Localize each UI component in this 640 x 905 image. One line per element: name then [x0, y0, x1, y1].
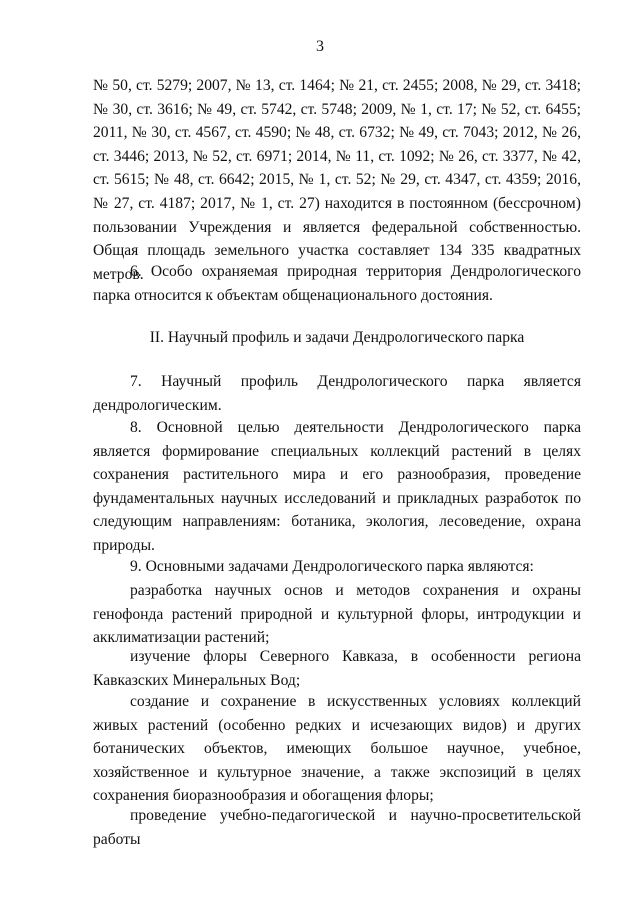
- task-item-4: проведение учебно-педагогической и научно-просветительской работы: [93, 807, 581, 848]
- paragraph-intro: № 50, ст. 5279; 2007, № 13, ст. 1464; № 21, ст. 2455; 2008, № 29, ст. 3418; № 30, ст. 3616; № 49, ст. 5742, ст. 5748; 2009, № 1, ст. 17; № 52, ст. 6455; 2011, № 30, ст. 4567, ст. 4590; № 48, ст. 6732; № 49, ст. 7043; 2012, № 26, ст. 3446; 2013, № 52, ст. 6971; 2014, № 11, ст. 1092; № 26, ст. 3377, № 42, ст. 5615; № 48, ст. 6642; 2015, № 1, ст. 52; № 29, ст. 4347, ст. 4359; 2016, № 27, ст. 4187; 2017, № 1, ст. 27) находится в постоянном (бессрочном) пользовании Учреждения и является федеральной собственностью. Общая площадь земельного участка составляет 134 335 квадратных метров.: [93, 77, 581, 283]
- task-item-2: изучение флоры Северного Кавказа, в особенности региона Кавказских Минеральных Вод;: [93, 648, 581, 689]
- task-item-3: создание и сохранение в искусственных условиях коллекций живых растений (особенно редких и исчезающих видов) и других ботанических объектов, имеющих большое научное, учебное, хозяйственное и культурное значение, а также экспозиций в целях сохранения биоразнообразия и обогащения флоры;: [93, 693, 581, 805]
- paragraph-6: 6. Особо охраняемая природная территория Дендрологического парка относится к объектам общенационального достояния.: [93, 263, 581, 304]
- section-heading: II. Научный профиль и задачи Дендрологического парка: [149, 329, 525, 346]
- paragraph-7: 7. Научный профиль Дендрологического парка является дендрологическим.: [93, 373, 581, 414]
- page-number: 3: [316, 38, 324, 55]
- task-item-1: разработка научных основ и методов сохранения и охраны генофонда растений природной и культурной флоры, интродукции и акклиматизации растений;: [93, 582, 581, 647]
- paragraph-9: 9. Основными задачами Дендрологического парка являются:: [130, 558, 534, 575]
- paragraph-8: 8. Основной целью деятельности Дендрологического парка является формирование специальных коллекций растений в целях сохранения растительного мира и его разнообразия, проведение фундаментальных научных исследований и прикладных разработок по следующим направлениям: ботаника, экология, лесоведение, охрана природы.: [93, 419, 581, 554]
